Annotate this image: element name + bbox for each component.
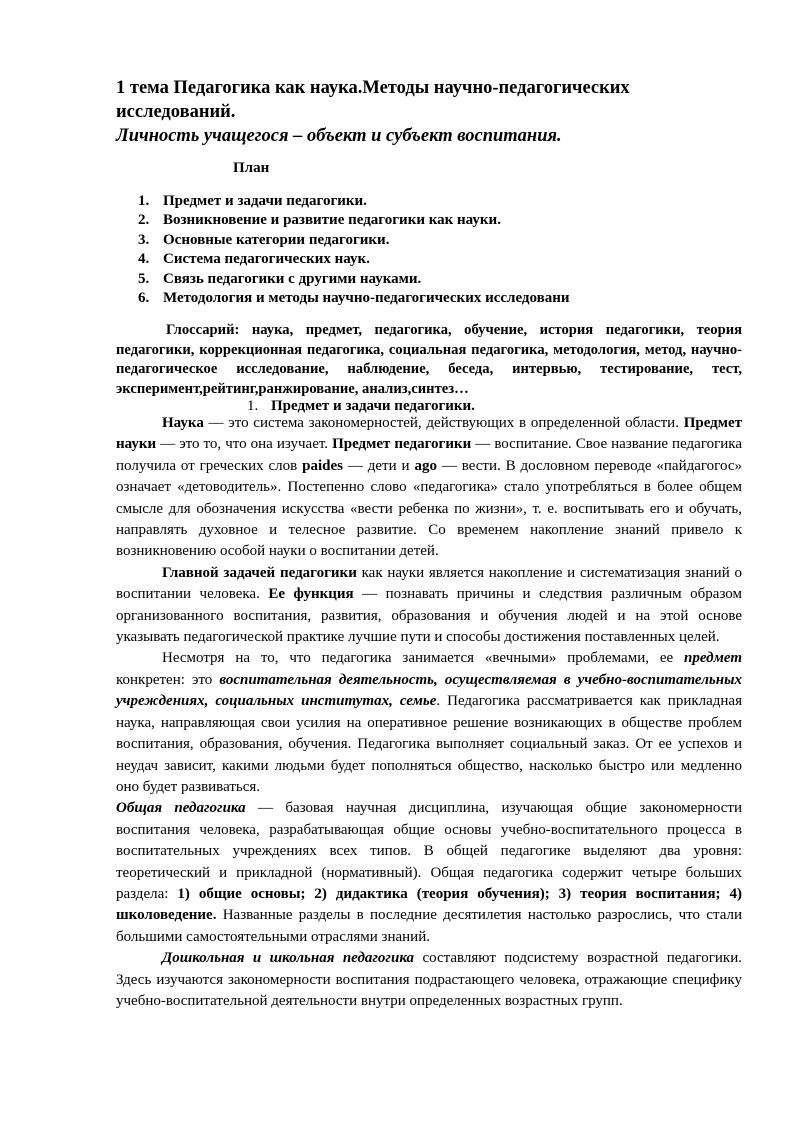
term-bold: Наука [162,415,204,431]
plan-item [138,192,570,211]
plan-item-text: Возникновение и развитие педагогики как науки. [163,212,501,229]
plan-item [138,270,570,289]
text-run: — это то, что она изучает. [156,436,333,453]
section-number: 1. [247,398,259,414]
text-run: — дети и [343,457,415,474]
term-bold-italic: Общая педагогика [116,800,246,817]
plan-item-text: Основные категории педагогики. [163,231,390,248]
body-text [116,413,742,1012]
term-bold: 1) общие основы; 2) дидактика (теория обучения); 3) теория воспитания; 4) школоведение. [116,885,743,924]
title-line-1: 1 тема Педагогика как наука.Методы научно-педагогических [116,78,630,98]
paragraph-subject [116,648,742,798]
text-run: — вести. В дословном переводе «пайдагогос» означает «детоводитель». Постепенно слово «педагогика» стало употребляться в более общем смысле для обозначения искусства «вести ребенка по жизни», т. е. воспитывать его и обучать, направлять духовное и телесное развитие. Со временем накопление знаний привело к возникновению особой науки о воспитании детей. [116,457,742,560]
plan-item-number: 1. [138,193,150,209]
term-bold: paides [302,457,343,474]
plan-item-number: 2. [138,212,150,229]
plan-item-number: 3. [138,231,150,248]
plan-item-number: 4. [138,251,150,268]
term-bold: Главной задачей педагогики [162,564,357,581]
plan-item [138,289,570,308]
plan-item [138,211,570,230]
paragraph-main-task [116,563,742,649]
text-run: Названные разделы в последние десятилетия настолько разрослись, что стали большими самостоятельными отраслями знаний. [116,907,742,945]
plan-item-number: 6. [138,290,150,307]
term-bold: Ее функция [268,586,354,603]
text-run: — базовая научная дисциплина, изучающая общие закономерности воспитания человека, разрабатывающая общие основы учебно-воспитательного процесса в воспитательных учреждениях всех типов. В общей педагогике выделяют два уровня: теоретический и прикладной (нормативный). Общая педагогика содержит четыре больших раздела: [116,800,742,902]
plan-item [138,231,570,250]
term-bold: Предмет науки [116,415,742,453]
plan-item-text: Методология и методы научно-педагогических исследовани [163,290,570,307]
text-run: составляют подсистему возрастной педагогики. Здесь изучаются закономерности воспитания подрастающего человека, отражающие специфику учебно-воспитательной деятельности внутри определенных возрастных групп. [116,950,742,1009]
text-run: — познавать причины и следствия различным образом организованного воспитания, развития, образования и обучения людей и на этой основе указывать педагогической практике лучшие пути и способы достижения поставленных целей. [116,586,742,646]
text-run: Несмотря на то, что педагогика занимается «вечными» проблемами, ее [162,650,685,667]
section-title: Предмет и задачи педагогики. [271,398,475,414]
text-run: конкретен: это [116,671,220,688]
term-bold: ago [414,457,437,474]
plan-heading: План [233,160,270,176]
text-run: как науки является накопление и систематизация знаний о воспитании человека. [116,564,743,603]
text-run: — это система закономерностей, действующих в определенной области. [203,415,684,431]
plan-item-text: Предмет и задачи педагогики. [163,193,367,209]
plan-list [138,192,570,308]
title-line-2: исследований. [116,102,236,122]
plan-item-text: Связь педагогики с другими науками. [163,270,422,287]
paragraph-general-pedagogy [116,798,742,948]
term-bold-italic: Дошкольная и школьная педагогика [162,950,415,967]
glossary-paragraph: Глоссарий: наука, предмет, педагогика, обучение, история педагогики, теория педагогики, коррекционная педагогика, социальная педагогика, методология, метод, научно-педагогическое исследование, наблюдение, беседа, интервью, тестирование, тест, эксперимент,рейтинг,ранжирование, анализ,синтез… [116,322,742,397]
plan-item-text: Система педагогических наук. [163,251,370,268]
plan-item-number: 5. [138,270,150,287]
document-title [116,76,756,148]
paragraph-preschool-pedagogy [116,948,742,1012]
term-bold: Предмет педагогики [332,436,472,453]
plan-item [138,250,570,269]
text-run: . Педагогика рассматривается как прикладная наука, направляющая свои усилия на оперативное решение возникающих в обществе проблем воспитания, образования, обучения. Педагогика выполняет социальный заказ. От ее успехов и неудач зависит, какими людьми будет пополняться общество, насколько быстро или медленно оно будет развиваться. [116,693,742,795]
title-line-3: Личность учащегося – объект и субъект воспитания. [116,126,562,146]
text-run: — воспитание. Свое название педагогика получила от греческих слов [116,436,742,474]
paragraph-science [116,413,742,563]
term-bold-italic: воспитательная деятельность, осуществляемая в учебно-воспитательных учреждениях, социальных институтах, семье [116,671,742,710]
term-bold-italic: предмет [684,650,742,667]
